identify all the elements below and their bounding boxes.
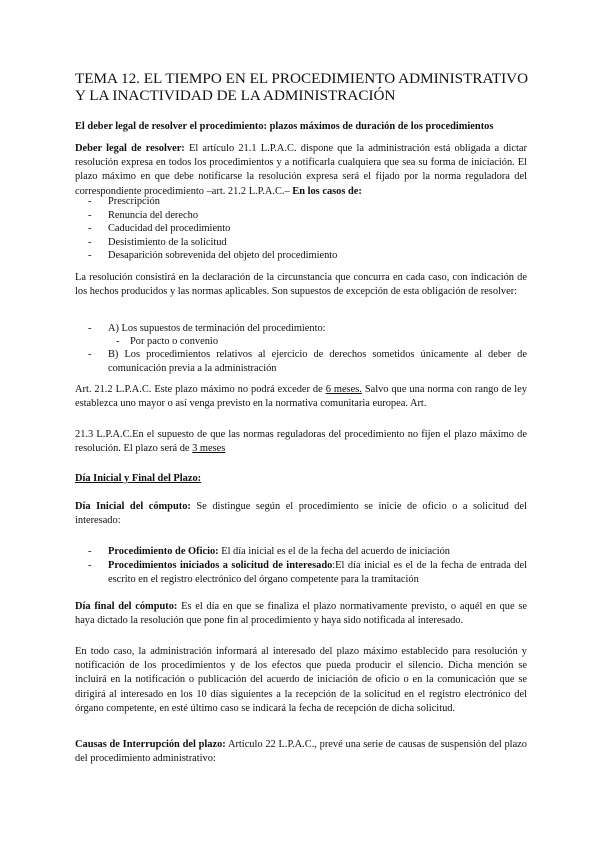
- causas-text: Artículo 22 L.P.A.C., prevé una serie de causas de suspensión del plazo del procedimiento administrativo:: [75, 739, 527, 765]
- art212-end: Salvo que una norma con rango de ley establezca uno mayor o así venga previsto en la normativa comunitaria europea. Art.: [75, 384, 527, 410]
- section-heading-text: El deber legal de resolver el procedimiento: plazos máximos de duración de los procedimientos: [75, 121, 494, 132]
- paragraph-art-21-2: [75, 383, 527, 411]
- excepciones-list-b: [88, 348, 527, 376]
- causas-label: Causas de Interrupción del plazo:: [75, 739, 226, 750]
- art213-underlined: 3 meses: [192, 443, 226, 455]
- dia-inicial-label: Día Inicial del cómputo:: [75, 501, 191, 512]
- list-item: - Prescripción: [88, 195, 337, 209]
- procedimientos-list: [88, 545, 527, 588]
- procedimiento-label: Procedimientos iniciados a solicitud de interesado: [108, 560, 333, 572]
- deber-label: Deber legal de resolver:: [75, 143, 185, 154]
- art212-start: Art. 21.2 L.P.A.C. Este plazo máximo no podrá exceder de: [75, 384, 326, 395]
- procedimiento-text: El día inicial es el de la fecha del acuerdo de iniciación: [218, 546, 450, 557]
- list-item: [88, 545, 527, 559]
- paragraph-art-21-3: [75, 428, 527, 456]
- section-heading-deber-legal: [75, 120, 493, 134]
- paragraph-deber-legal: [75, 142, 527, 199]
- list-item: - Desaparición sobrevenida del objeto del procedimiento: [88, 249, 337, 263]
- casos-list: [88, 195, 337, 263]
- list-item: - A) Los supuestos de terminación del procedimiento:: [88, 322, 527, 336]
- list-item: - B) Los procedimientos relativos al ejercicio de derechos sometidos únicamente al deber de comunicación previa a la administración: [88, 348, 527, 376]
- procedimiento-text: :El día inicial es el de la fecha de entrada del escrito en el registro electrónico del órgano competente para la tramitación: [108, 560, 527, 586]
- section-heading-text: Día Inicial y Final del Plazo:: [75, 473, 202, 484]
- document-title: TEMA 12. EL TIEMPO EN EL PROCEDIMIENTO ADMINISTRATIVO Y LA INACTIVIDAD DE LA ADMINISTRACIÓN: [75, 70, 529, 104]
- paragraph-resolucion: La resolución consistirá en la declaración de la circunstancia que concurra en cada caso, con indicación de los hechos producidos y las normas aplicables. Son supuestos de excepción de esta obligación de resolver:: [75, 272, 527, 298]
- list-item: - Desistimiento de la solicitud: [88, 236, 337, 250]
- paragraph-dia-final: [75, 600, 527, 628]
- section-heading-dia-inicial-final: [75, 472, 201, 486]
- deber-bold-end: En los casos de:: [292, 185, 362, 197]
- list-subitem: - Por pacto o convenio: [130, 335, 218, 349]
- dia-inicial-text: Se distingue según el procedimiento se inicie de oficio o a solicitud del interesado:: [75, 501, 527, 527]
- dia-final-text: Es el día en que se finaliza el plazo normativamente previsto, o aquél en que se haya dictado la resolución que pone fin al procedimiento y haya sido notificada al interesado.: [75, 601, 527, 627]
- procedimiento-label: Procedimiento de Oficio:: [108, 546, 219, 557]
- paragraph-causas-interrupcion: [75, 738, 527, 766]
- paragraph-dia-inicial: [75, 500, 527, 528]
- deber-text: El artículo 21.1 L.P.A.C. dispone que la administración está obligada a dictar resolución expresa en todos los procedimientos y a notificarla cualquiera que sea su forma de iniciación. El plazo máximo en que debe notificarse la resolución expresa será el fijado por la norma reguladora del correspondiente procedimiento –art. 21.2 L.P.A.C.–: [75, 143, 527, 197]
- art213-start: 21.3 L.P.A.C.En el supuesto de que las normas reguladoras del procedimiento no fijen el plazo máximo de resolución. El plazo será de: [75, 429, 527, 455]
- list-item: - Renuncia del derecho: [88, 209, 337, 223]
- dia-final-label: Día final del cómputo:: [75, 601, 178, 612]
- list-item: - Caducidad del procedimiento: [88, 222, 337, 236]
- paragraph-en-todo-caso: En todo caso, la administración informará al interesado del plazo máximo establecido para resolución y notificación de los procedimientos y de los efectos que pueda producir el silencio. Dicha mención se incluirá en la notificación o publicación del acuerdo de iniciación de oficio o en la comunicación que se dirigirá al interesado en los 10 días siguientes a la recepción de la solicitud en el registro electrónico del órgano competente, en esté último caso se indicará la fecha de recepción de dicha solicitud.: [75, 646, 527, 714]
- art212-underlined: 6 meses.: [325, 384, 362, 395]
- list-item: [88, 559, 527, 587]
